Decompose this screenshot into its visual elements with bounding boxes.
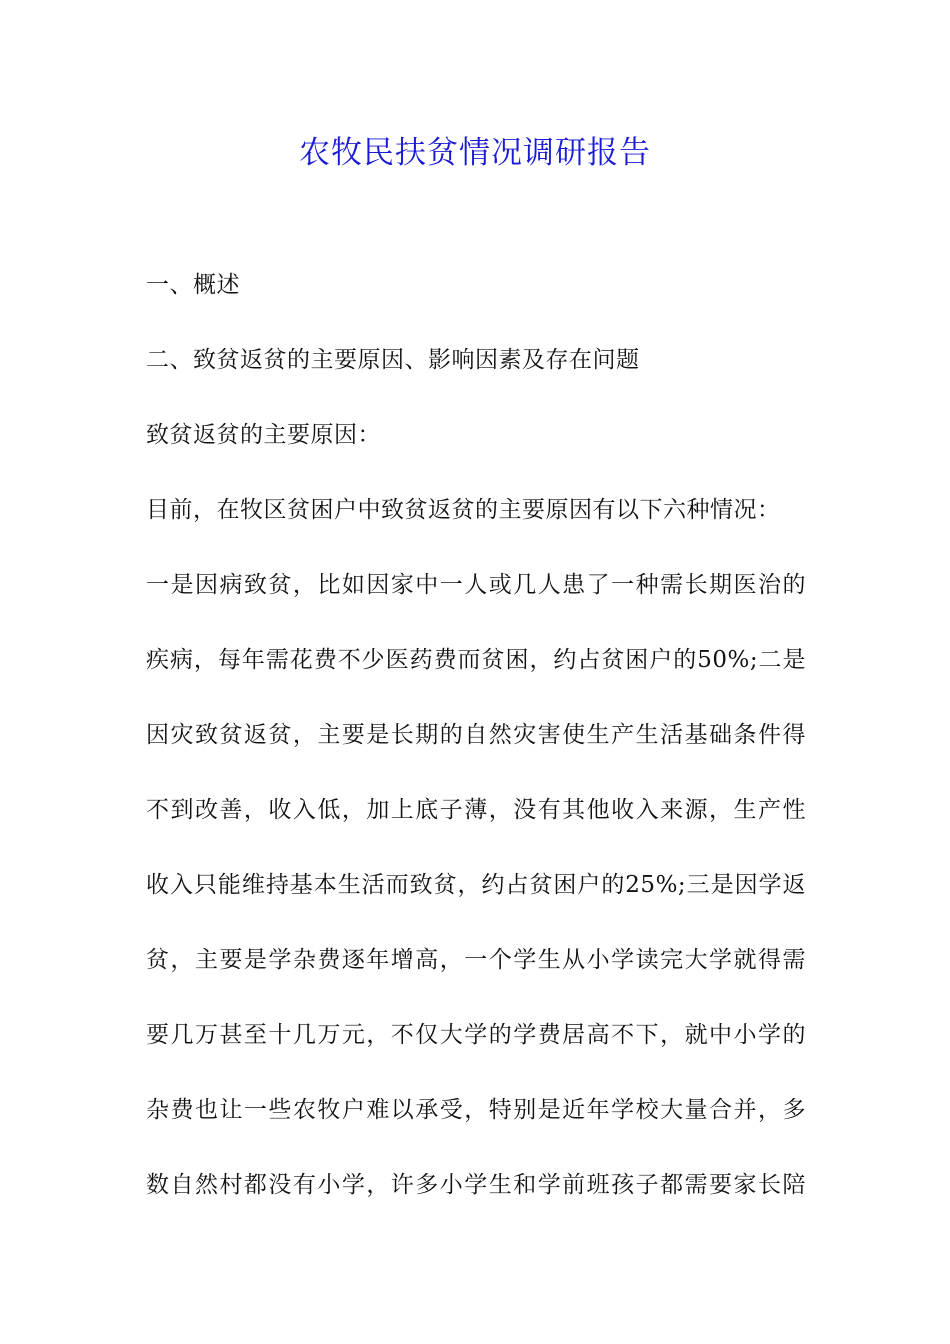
section-heading-causes: 二、致贫返贫的主要原因、影响因素及存在问题 xyxy=(146,347,640,373)
paragraph-line: 目前，在牧区贫困户中致贫返贫的主要原因有以下六种情况： xyxy=(146,497,781,523)
paragraph-line: 贫，主要是学杂费逐年增高，一个学生从小学读完大学就得需 xyxy=(146,947,806,973)
paragraph-line: 不到改善，收入低，加上底子薄，没有其他收入来源，生产性 xyxy=(146,797,806,823)
subheading-main-causes: 致贫返贫的主要原因： xyxy=(146,422,381,448)
paragraph-line: 收入只能维持基本生活而致贫，约占贫困户的25%;三是因学返 xyxy=(146,872,806,898)
paragraph-line: 杂费也让一些农牧户难以承受，特别是近年学校大量合并，多 xyxy=(146,1097,806,1123)
section-heading-overview: 一、概述 xyxy=(146,272,240,298)
document-title: 农牧民扶贫情况调研报告 xyxy=(299,135,651,171)
paragraph-line: 一是因病致贫，比如因家中一人或几人患了一种需长期医治的 xyxy=(146,572,806,598)
paragraph-line: 要几万甚至十几万元，不仅大学的学费居高不下，就中小学的 xyxy=(146,1022,806,1048)
paragraph-line: 因灾致贫返贫，主要是长期的自然灾害使生产生活基础条件得 xyxy=(146,722,806,748)
paragraph-line: 数自然村都没有小学，许多小学生和学前班孩子都需要家长陪 xyxy=(146,1172,806,1198)
paragraph-line: 疾病，每年需花费不少医药费而贫困，约占贫困户的50%;二是 xyxy=(146,647,806,673)
